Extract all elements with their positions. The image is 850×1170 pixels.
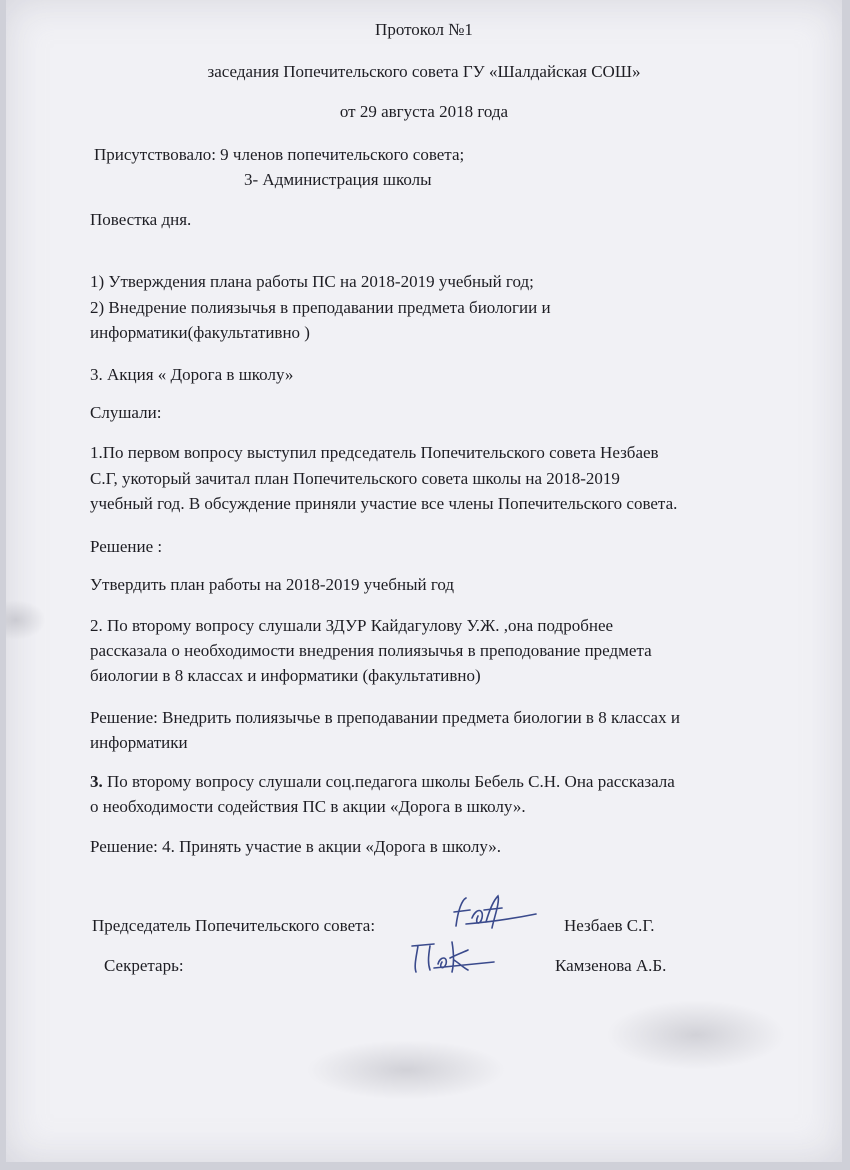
document-page — [6, 0, 842, 1162]
secretary-label: Секретарь: — [104, 956, 184, 975]
paper-smudge — [306, 1040, 506, 1100]
document-subtitle: заседания Попечительского совета ГУ «Шалдайская СОШ» — [207, 62, 641, 81]
agenda-heading: Повестка дня. — [90, 210, 192, 229]
decision-2-line-1: Решение: Внедрить полиязычье в преподавании предмета биологии в 8 классах и — [90, 708, 680, 727]
paragraph-2-line-2: рассказала о необходимости внедрения полиязычья в преподование предмета — [90, 641, 652, 660]
paper-smudge — [6, 600, 46, 640]
decision-1-heading: Решение : — [90, 537, 163, 556]
chair-name: Незбаев С.Г. — [564, 916, 655, 935]
paragraph-1-line-3: учебный год. В обсуждение приняли участие все члены Попечительского совета. — [90, 494, 678, 513]
decision-2-line-2: информатики — [90, 733, 188, 752]
paper-smudge — [606, 1000, 786, 1070]
paragraph-3-text: По второму вопросу слушали соц.педагога школы Бебель С.Н. Она рассказала — [102, 772, 675, 791]
paragraph-1-line-2: С.Г, укоторый зачитал план Попечительского совета школы на 2018-2019 — [90, 469, 620, 488]
heard-heading: Слушали: — [90, 403, 162, 422]
chair-label: Председатель Попечительского совета: — [92, 916, 376, 935]
agenda-item-3: 3. Акция « Дорога в школу» — [90, 365, 294, 384]
attendance-line-1: Присутствовало: 9 членов попечительского совета; — [94, 145, 465, 164]
secretary-name: Камзенова А.Б. — [555, 956, 667, 975]
chair-signature — [436, 888, 546, 938]
secretary-signature — [404, 934, 504, 978]
paragraph-2-line-1: 2. По второму вопросу слушали ЗДУР Кайдагулову У.Ж. ,она подробнее — [90, 616, 614, 635]
paragraph-3-line-1 — [90, 770, 675, 794]
paragraph-3-number: 3. — [90, 772, 103, 791]
document-date: от 29 августа 2018 года — [339, 102, 509, 121]
paragraph-2-line-3: биологии в 8 классах и информатики (факультативно) — [90, 666, 481, 685]
decision-3: Решение: 4. Принять участие в акции «Дорога в школу». — [90, 837, 501, 856]
attendance-line-2: 3- Администрация школы — [244, 170, 432, 189]
decision-1-text: Утвердить план работы на 2018-2019 учебный год — [90, 575, 455, 594]
paragraph-3-line-2: о необходимости содействия ПС в акции «Дорога в школу». — [90, 797, 526, 816]
paragraph-1-line-1: 1.По первом вопросу выступил председатель Попечительского совета Незбаев — [90, 443, 659, 462]
document-title: Протокол №1 — [375, 20, 473, 39]
agenda-item-1: 1) Утверждения плана работы ПС на 2018-2019 учебный год; — [90, 272, 534, 291]
agenda-item-2-line-2: информатики(факультативно ) — [90, 323, 310, 342]
agenda-item-2-line-1: 2) Внедрение полиязычья в преподавании предмета биологии и — [90, 298, 551, 317]
